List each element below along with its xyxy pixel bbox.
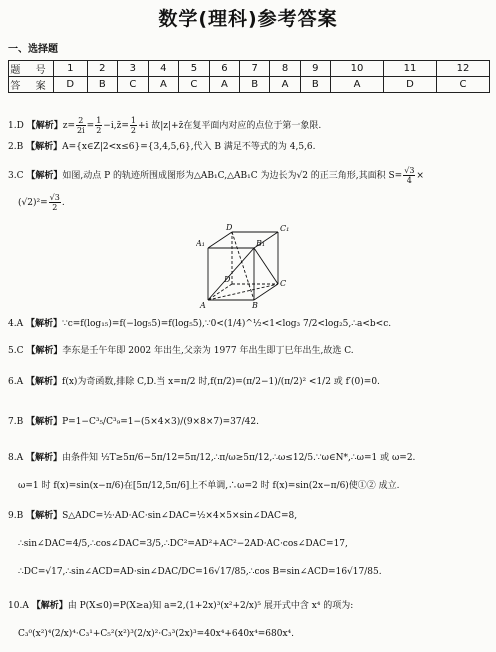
solution-6: 6.A 【解析】f(x)为奇函数,排除 C,D.当 x=π/2 时,f(π/2)=(π/2−1)/(π/2)² <1/2 或 f′(0)=0.	[8, 377, 380, 387]
table-cell: B	[300, 77, 330, 93]
solution-9-line2: ∴sin∠DAC=4/5,∴cos∠DAC=3/5,∴DC²=AD²+AC²−2AD·AC·cos∠DAC=17,	[18, 539, 348, 549]
table-cell: A	[331, 77, 384, 93]
table-cell: 6	[209, 61, 239, 77]
solution-5: 5.C 【解析】李东是壬午年即 2002 年出生,父亲为 1977 年出生即丁巳年出生,故选 C.	[8, 346, 354, 356]
cube-figure	[196, 222, 296, 310]
page-title: 数学(理科)参考答案	[158, 8, 338, 30]
solution-7: 7.B 【解析】P=1−C³₅/C³₉=1−(5×4×3)/(9×8×7)=37/42.	[8, 417, 259, 427]
table-cell: A	[270, 77, 300, 93]
svg-text:C: C	[280, 279, 287, 288]
table-cell: 12	[436, 61, 489, 77]
table-row	[9, 77, 490, 93]
solution-3-cont: (√2)²= $\frac{√3}{2}$ .	[18, 193, 65, 212]
solution-10: 10.A 【解析】由 P(X≤0)=P(X≥a)知 a=2,(1+2x)³(x²+2/x)⁵ 展开式中含 x⁴ 的项为:	[8, 601, 354, 611]
table-cell: 2	[87, 61, 117, 77]
solution-4: 4.A 【解析】∵c=f(log₁₅)=f(−log₅5)=f(log₅5),∵0<(1/4)^½<1<log₃ 7/2<log₂5,∴a<b<c.	[8, 319, 392, 329]
svg-text:D: D	[224, 275, 231, 284]
table-cell: 9	[300, 61, 330, 77]
table-cell: 1	[54, 61, 88, 77]
table-cell: B	[87, 77, 117, 93]
table-cell: B	[240, 77, 270, 93]
table-cell: D	[54, 77, 88, 93]
solution-8-cont: ω=1 时 f(x)=sin(x−π/6)在[5π/12,5π/6]上不单调,∴ω=2 时 f(x)=sin(2x−π/6)使①② 成立.	[18, 481, 400, 491]
table-cell: 10	[331, 61, 384, 77]
svg-text:B₁: B₁	[256, 239, 266, 248]
table-cell: 7	[240, 61, 270, 77]
svg-text:D: D	[226, 223, 233, 232]
table-cell: A	[148, 77, 178, 93]
table-cell: 11	[384, 61, 437, 77]
table-cell: 3	[117, 61, 148, 77]
section-heading: 一、选择题	[8, 44, 58, 55]
solution-1: 1.D 【解析】z= $\frac{2}{2i}$ = $\frac{1}{2}$ −i,z̄= $\frac{1}{2}$ +i 故|z|+z̄在复平面内对应的点位于第一象限.	[8, 116, 322, 135]
svg-text:A: A	[200, 301, 206, 310]
row-header: 答 案	[9, 77, 54, 93]
solution-9: 9.B 【解析】S△ADC=½·AD·AC·sin∠DAC=½×4×5×sin∠DAC=8,	[8, 511, 298, 521]
table-cell: C	[178, 77, 209, 93]
table-cell: D	[384, 77, 437, 93]
table-cell: 4	[148, 61, 178, 77]
solution-9-line3: ∴DC=√17,∴sin∠ACD=AD·sin∠DAC/DC=16√17/85,∴cos B=sin∠ACD=16√17/85.	[18, 567, 382, 577]
svg-text:C₁: C₁	[280, 224, 290, 233]
table-cell: C	[436, 77, 489, 93]
solution-3: 3.C 【解析】如图,动点 P 的轨迹所围成图形为△AB₁C,△AB₁C 为边长为√2 的正三角形,其面积 S= $\frac{√3}{4}$ ×	[8, 166, 424, 185]
table-cell: A	[209, 77, 239, 93]
solution-10-cont: C₃⁰(x²)⁴(2/x)⁴·C₃¹+C₅²(x²)³(2/x)²·C₃³(2x)³=40x⁴+640x⁴=680x⁴.	[18, 629, 295, 639]
svg-text:B: B	[252, 301, 258, 310]
table-cell: C	[117, 77, 148, 93]
solution-2: 2.B 【解析】A={x∈Z|2<x≤6}={3,4,5,6},代入 B 满足不等式的为 4,5,6.	[8, 142, 316, 152]
svg-text:A₁: A₁	[196, 239, 205, 248]
row-header: 题 号	[9, 61, 54, 77]
table-cell: 5	[178, 61, 209, 77]
solution-8: 8.A 【解析】由条件知 ½T≥5π/6−5π/12=5π/12,∴π/ω≥5π/12,∴ω≤12/5.∵ω∈N*,∴ω=1 或 ω=2.	[8, 453, 416, 463]
answer-table	[8, 60, 490, 93]
table-cell: 8	[270, 61, 300, 77]
table-row	[9, 61, 490, 77]
